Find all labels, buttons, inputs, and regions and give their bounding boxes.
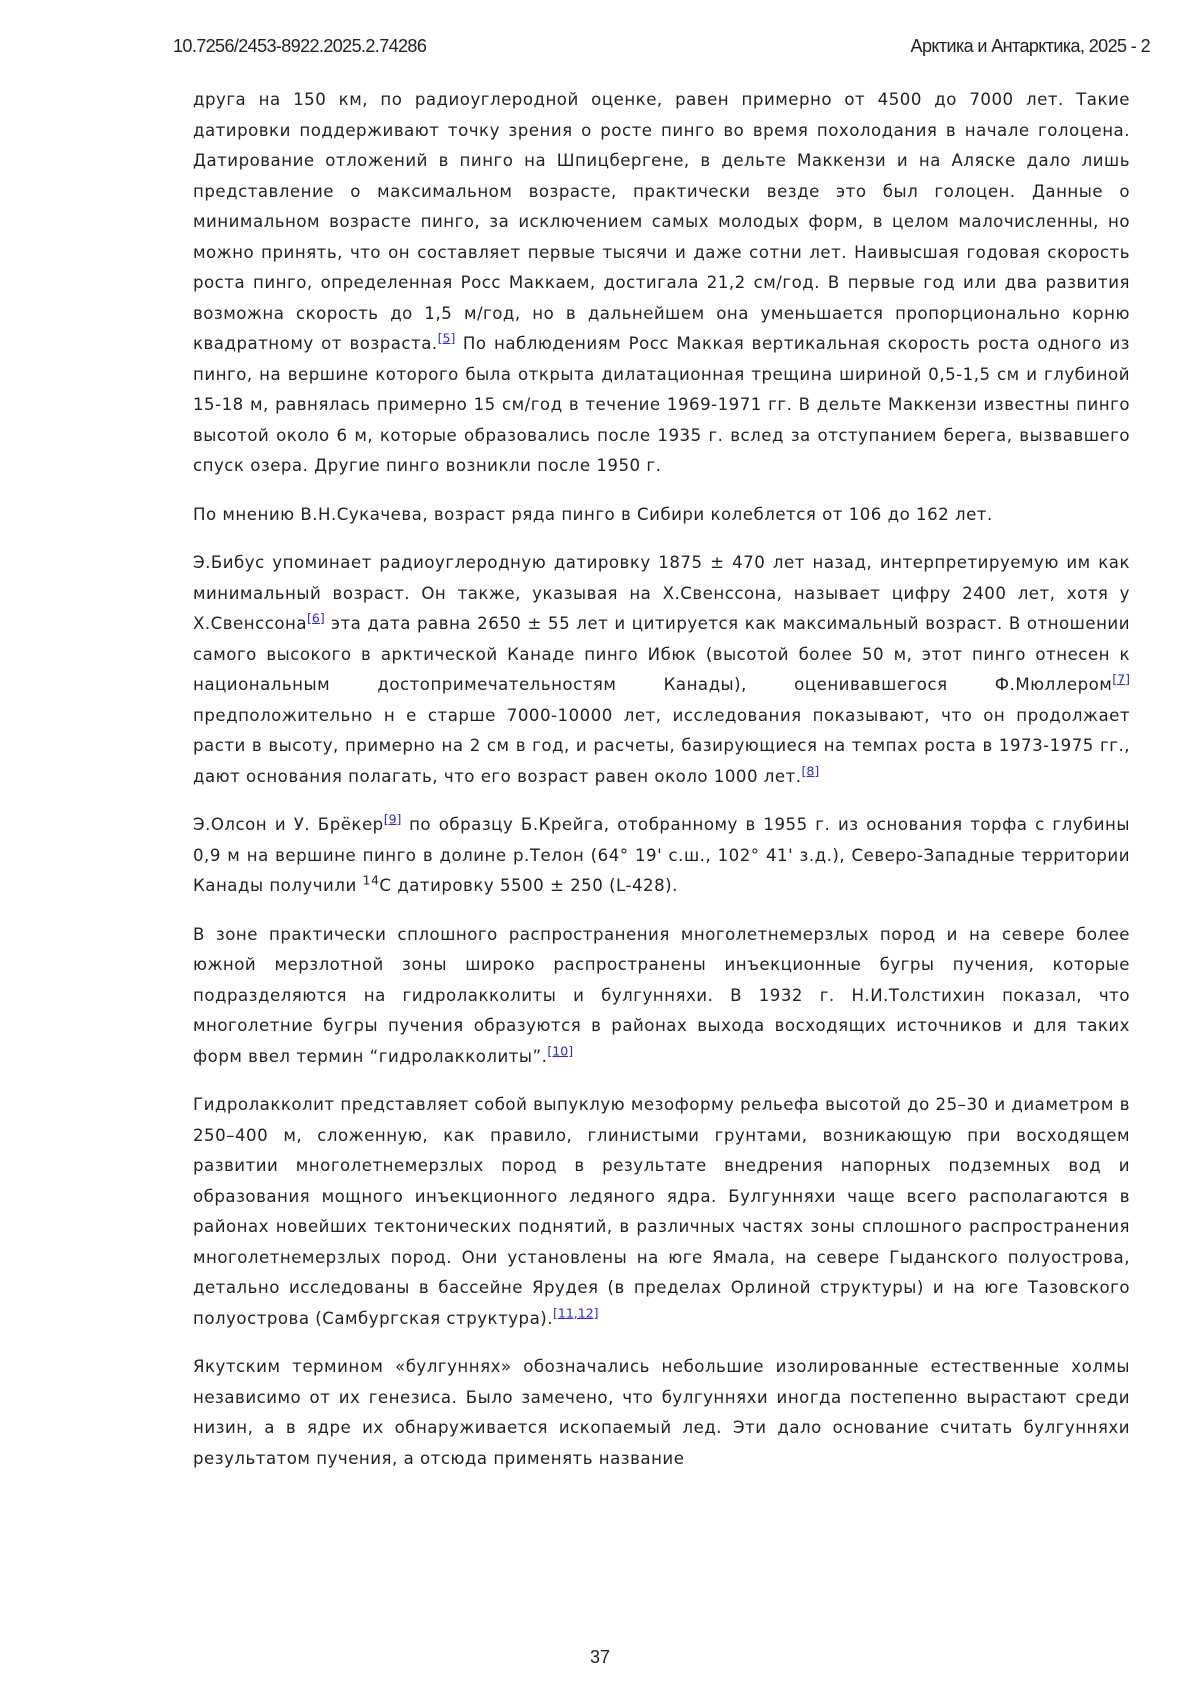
paragraph-sukachev: По мнению В.Н.Сукачева, возраст ряда пинго в Сибири колеблется от 106 до 162 лет. [193, 504, 993, 524]
paragraph-olson-broecker: Э.Олсон и У. Брёкер[9] по образцу Б.Крейга, отобранному в 1955 г. из основания торфа с глубины 0,9 м на вершине пинго в долине р.Телон (64° 19' с.ш., 102° 41' з.д.), Северо-Западные территории Канады получили $^{14}$С датировку 5500 ± 250 (L-428). [193, 811, 1130, 895]
paragraph-pingo-dating: друга на 150 км, по радиоуглеродной оценке, равен примерно от 4500 до 7000 лет. Такие датировки поддерживают точку зрения о росте пинго во время похолодания в начале голоцена. Датирование отложений в пинго на Шпицбергене, в дельте Маккензи и на Аляске дало лишь представление о максимальном возрасте, практически везде это был голоцен. Данные о минимальном возрасте пинго, за исключением самых молодых форм, в целом малочисленны, но можно принять, что он составляет первые тысячи и даже сотни лет. Наивысшая годовая скорость роста пинго, определенная Росс Маккаем, достигала 21,2 см/год. В первые год или два развития возможна скорость до 1,5 м/год, но в дальнейшем она уменьшается пропорционально корню квадратному от возраста.[5] По наблюдениям Росс Маккая вертикальная скорость роста одного из пинго, на вершине которого была открыта дилатационная трещина шириной 0,5-1,5 см и глубиной 15-18 м, равнялась примерно 15 см/год в течение 1969-1971 гг. В дельте Маккензи известны пинго высотой около 6 м, которые образовались после 1935 г. вслед за отступанием берега, вызвавшего спуск озера. Другие пинго возникли после 1950 г. [193, 90, 1130, 475]
page-header [0, 36, 1200, 66]
footnote-ref-6[interactable]: [6] [306, 610, 325, 626]
footnote-ref-7[interactable]: [7] [1112, 671, 1130, 687]
footnote-ref-11-12[interactable]: [11,12] [553, 1304, 599, 1320]
footnote-ref-8[interactable]: [8] [801, 762, 820, 778]
paragraph-hydrolaccolith: Гидролакколит представляет собой выпуклую мезоформу рельефа высотой до 25–30 и диаметром в 250–400 м, сложенную, как правило, глинистыми грунтами, возникающую при восходящем развитии многолетнемерзлых пород в результате внедрения напорных подземных вод и образования мощного инъекционного ледяного ядра. Булгунняхи чаще всего располагаются в районах новейших тектонических поднятий, в различных частях зоны сплошного распространения многолетнемерзлых пород. Они установлены на юге Ямала, на севере Гыданского полуострова, детально исследованы в бассейне Ярудея (в пределах Орлиной структуры) и на юге Тазовского полуострова (Самбургская структура).[11,12] [193, 1095, 1130, 1328]
isotope-superscript: 14 [362, 872, 380, 888]
page-number: 37 [589, 1647, 611, 1667]
paragraph-injection-mounds: В зоне практически сплошного распространения многолетнемерзлых пород и на севере более южной мерзлотной зоны широко распространены инъекционные бугры пучения, которые подразделяются на гидролакколиты и булгунняхи. В 1932 г. Н.И.Толстихин показал, что многолетние бугры пучения образуются в районах выхода восходящих источников и для таких форм ввел термин “гидролакколиты”.[10] [193, 924, 1130, 1066]
doi-label: 10.7256/2453-8922.2025.2.74286 [173, 36, 427, 56]
footnote-ref-9[interactable]: [9] [383, 811, 402, 827]
journal-label: Арктика и Антарктика, 2025 - 2 [910, 36, 1150, 56]
footnote-ref-10[interactable]: [10] [547, 1042, 574, 1058]
paragraph-bulgunnyakh: Якутским термином «булгуннях» обозначались небольшие изолированные естественные холмы независимо от их генезиса. Было замечено, что булгунняхи иногда постепенно вырастают среди низин, а в ядре их обнаруживается ископаемый лед. Эти дало основание считать булгунняхи результатом пучения, а отсюда применять название [193, 1357, 1130, 1468]
article-body [193, 85, 1130, 1492]
footnote-ref-5[interactable]: [5] [437, 330, 456, 346]
paragraph-bibus: Э.Бибус упоминает радиоуглеродную датировку 1875 ± 470 лет назад, интерпретируемую им как минимальный возраст. Он также, указывая на Х.Свенссона, называет цифру 2400 лет, хотя у Х.Свенссона[6] эта дата равна 2650 ± 55 лет и цитируется как максимальный возраст. В отношении самого высокого в арктической Канаде пинго Ибюк (высотой более 50 м, этот пинго отнесен к национальным достопримечательностям Канады), оценивавшегося Ф.Мюллером[7] предположительно н е старше 7000-10000 лет, исследования показывают, что он продолжает расти в высоту, примерно на 2 см в год, и расчеты, базирующиеся на темпах роста в 1973-1975 гг., дают основания полагать, что его возраст равен около 1000 лет.[8] [193, 553, 1130, 786]
